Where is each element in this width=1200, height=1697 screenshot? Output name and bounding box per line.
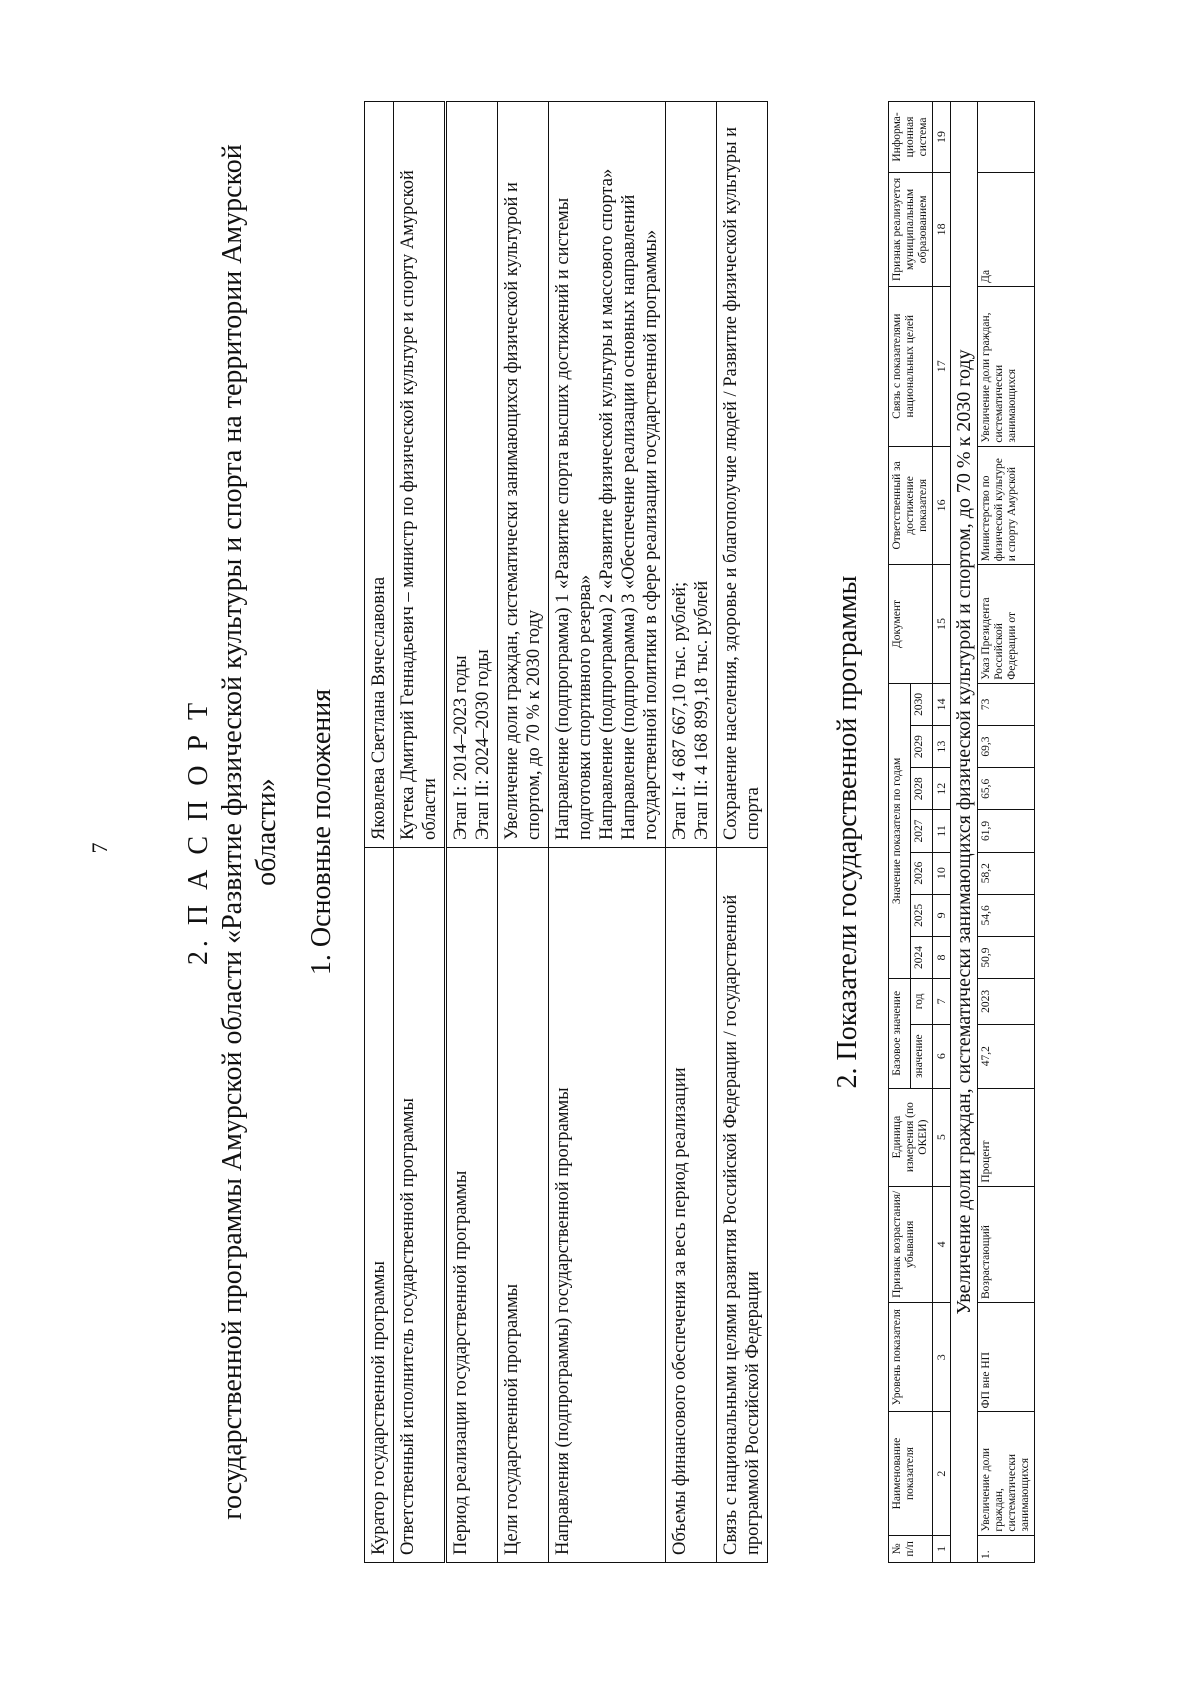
column-number: 10 [933,852,951,894]
header-info-system: Информа-ционная система [889,102,933,173]
column-numbers-row [933,102,951,1563]
row-key: Цели государственной программы [498,848,549,1563]
page-number: 7 [87,842,112,854]
column-number: 12 [933,768,951,810]
table-row [498,102,549,1563]
title-line-1: 2. П А С П О Р Т [183,698,214,966]
cell-year-value: 50,9 [978,936,1035,978]
column-number: 2 [933,1412,951,1535]
cell-year-value: 69,3 [978,725,1035,767]
column-number: 5 [933,1088,951,1186]
cell-trend: Возрастающий [978,1186,1035,1302]
cell-year-value: 61,9 [978,810,1035,852]
title-line-2: государственной программы Амурской области «Развитие физической культуры и спорта на территории Амурской [217,144,248,1520]
row-key: Ответственный исполнитель государственной программы [394,848,446,1563]
cell-base-year: 2023 [978,979,1035,1025]
row-key: Объемы финансового обеспечения за весь период реализации [666,848,717,1563]
column-number: 15 [933,565,951,684]
column-number: 11 [933,810,951,852]
value-line: Направление (подпрограмма) 3 «Обеспечение реализации основных направлений государственной политики в сфере реализации государственной программы» [619,194,661,840]
table-header-row [889,102,911,1563]
value-line: Этап I: 2014–2023 годы [451,655,471,840]
cell-info-system [978,102,1035,173]
indicators-table [888,101,1035,1563]
row-value [446,102,498,848]
column-number: 4 [933,1186,951,1302]
column-number: 3 [933,1302,951,1411]
row-key: Связь с национальными целями развития Российской Федерации / государственной программой Российской Федерации [717,848,768,1563]
header-year: 2026 [911,852,933,894]
cell-document: Указ Президента Российской Федерации от [978,565,1035,684]
table-row [394,102,446,1563]
passport-title [182,107,284,1557]
column-number: 9 [933,894,951,936]
cell-year-value: 58,2 [978,852,1035,894]
column-number: 7 [933,979,951,1025]
row-value: Увеличение доли граждан, систематически занимающихся физической культурой и спортом, до 70 % к 2030 году [498,102,549,848]
table-row [446,102,498,1563]
header-trend: Признак возрастания/ убывания [889,1186,933,1302]
column-number: 1 [933,1535,951,1562]
goal-row [951,102,978,1563]
cell-responsible: Министерство по физической культуре и спорту Амурской [978,446,1035,565]
section-1-heading: 1. Основные положения [306,688,337,976]
header-municipal: Признак реализуется муниципальным образованием [889,172,933,286]
header-year: 2029 [911,725,933,767]
table-row [549,102,666,1563]
row-key: Период реализации государственной программы [446,848,498,1563]
row-value: Яковлева Светлана Вячеславовна [365,102,394,848]
row-value: Кутека Дмитрий Геннадьевич – министр по физической культуре и спорту Амурской области [394,102,446,848]
header-year: 2028 [911,768,933,810]
cell-year-value: 73 [978,683,1035,725]
cell-unit: Процент [978,1088,1035,1186]
row-value [549,102,666,848]
header-year: 2025 [911,894,933,936]
value-line: Этап I: 4 687 667,10 тыс. рублей; [670,581,690,840]
column-number: 14 [933,683,951,725]
header-year: 2030 [911,683,933,725]
header-year: 2024 [911,936,933,978]
header-base: Базовое значение [889,979,911,1088]
table-row [717,102,768,1563]
column-number: 8 [933,936,951,978]
value-line: Этап II: 4 168 899,18 тыс. рублей [692,580,712,840]
column-number: 17 [933,286,951,446]
header-values-by-year: Значение показателя по годам [889,683,911,978]
header-num: № п/п [889,1535,933,1562]
header-level: Уровень показателя [889,1302,933,1411]
section-2-heading: 2. Показатели государственной программы [832,575,863,1089]
table-row [365,102,394,1563]
cell-year-value: 54,6 [978,894,1035,936]
cell-base-value: 47,2 [978,1024,1035,1088]
cell-municipal: Да [978,172,1035,286]
row-value: Сохранение населения, здоровье и благополучие людей / Развитие физической культуры и спорта [717,102,768,848]
column-number: 13 [933,725,951,767]
row-key: Направления (подпрограммы) государственной программы [549,848,666,1563]
header-year: 2027 [911,810,933,852]
goal-text: Увеличение доли граждан, систематически занимающихся физической культурой и спортом, до 70 % к 2030 году [951,102,978,1563]
cell-national-link: Увеличение доли граждан, систематически занимающихся [978,286,1035,446]
cell-level: ФП вне НП [978,1302,1035,1411]
column-number: 18 [933,172,951,286]
header-base-year: год [911,979,933,1025]
table-row [978,102,1035,1563]
header-responsible: Ответственный за достижение показателя [889,446,933,565]
header-unit: Единица измерения (по ОКЕИ) [889,1088,933,1186]
table-row [666,102,717,1563]
column-number: 16 [933,446,951,565]
main-provisions-table [364,101,768,1563]
column-number: 6 [933,1024,951,1088]
row-key: Куратор государственной программы [365,848,394,1563]
value-line: Направление (подпрограмма) 1 «Развитие спорта высших достижений и системы подготовки спортивного резерва» [553,197,595,840]
value-line: Этап II: 2024–2030 годы [473,649,493,840]
column-number: 19 [933,102,951,173]
header-base-value: значение [911,1024,933,1088]
value-line: Направление (подпрограмма) 2 «Развитие физической культуры и массового спорта» [597,168,617,840]
cell-num: 1. [978,1535,1035,1562]
cell-name: Увеличение доли граждан, систематически занимающихся [978,1412,1035,1535]
header-document: Документ [889,565,933,684]
header-national-link: Связь с показателями национальных целей [889,286,933,446]
header-name: Наименование показателя [889,1412,933,1535]
title-line-3: области» [251,778,282,886]
row-value [666,102,717,848]
cell-year-value: 65,6 [978,768,1035,810]
